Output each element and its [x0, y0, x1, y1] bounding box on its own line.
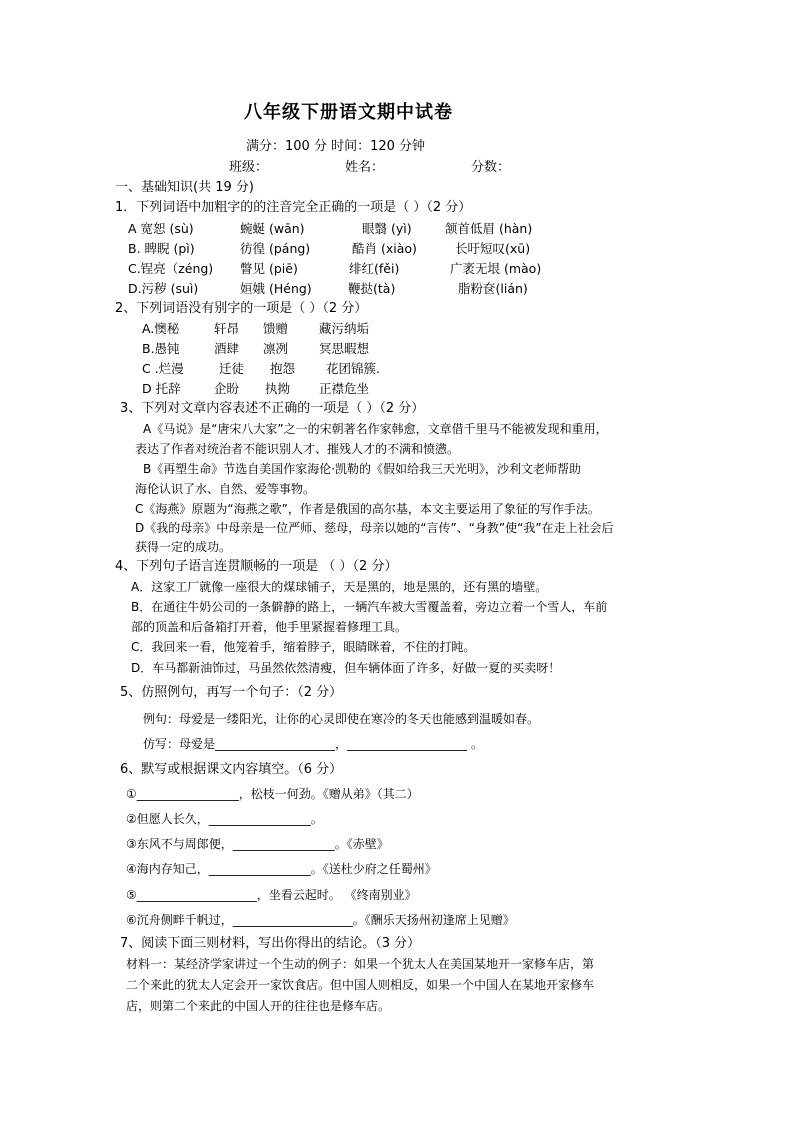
q7-stem: 7、阅读下面三则材料，写出你得出的结论。（3 分）	[120, 936, 421, 951]
q1-option-a3: 眼翳 (yì)	[362, 221, 412, 236]
q4-line: 部的顶盖和后备箱打开着，他手里紧握着修理工具。	[131, 620, 408, 634]
q1-option-c1: C.锃亮（zéng)	[128, 261, 214, 276]
q6-line: ⑥沉舟侧畔千帆过，____________________。《酬乐天扬州初逢席上见赠》	[126, 913, 515, 927]
q3-stem: 3、下列对文章内容表述不正确的一项是（ ）（2 分）	[120, 401, 425, 416]
q4-line: D．车马都新油饰过，马虽然依然清瘦，但车辆体面了许多，好做一夏的买卖呀！	[131, 661, 561, 675]
q2-option-b3: 凛冽	[263, 341, 289, 356]
q5-imitate: 仿写：母爱是____________________，____________________ 。	[143, 737, 483, 751]
q1-option-b2: 彷徨 (páng)	[240, 241, 311, 256]
q7-line: 店，则第二个来此的中国人开的往往也是修车店。	[126, 999, 391, 1013]
q6-line: ④海内存知己，_________________。《送杜少府之任蜀州》	[126, 862, 437, 876]
q1-option-d4: 脂粉奁(lián)	[458, 281, 528, 296]
q1-option-d1: D.污秽 (suì)	[128, 281, 199, 296]
score-label: 分数：	[471, 160, 511, 175]
q2-option-d2: 企盼	[214, 381, 240, 396]
q2-option-a2: 轩昂	[214, 321, 240, 336]
q2-option-d3: 执拗	[265, 381, 291, 396]
q1-stem: 1．下列词语中加粗字的的注音完全正确的一项是（ ）（2 分）	[115, 200, 472, 215]
q2-option-b2: 酒肆	[214, 341, 240, 356]
q3-line: 表达了作者对统治者不能识别人才、摧残人才的不满和愤懑。	[135, 442, 460, 456]
q3-line: D《我的母亲》中母亲是一位严师、慈母，母亲以她的“言传”、“身教”使“我”在走上社会后	[135, 521, 614, 535]
q5-stem: 5、仿照例句，再写一个句子：（2 分）	[120, 685, 343, 700]
q2-option-b1: B.愚钝	[142, 341, 180, 356]
q7-line: 二个来此的犹太人定会开一家饮食店。但中国人则相反，如果一个中国人在某地开家修车	[126, 978, 595, 992]
q2-stem: 2、下列词语没有别字的一项是（ ）（2 分）	[115, 301, 368, 316]
q2-option-c2: 迁徒	[219, 361, 245, 376]
q1-option-b4: 长吁短叹(xū)	[455, 241, 531, 256]
q6-line: ②但愿人长久，_________________。	[126, 812, 323, 826]
q7-line: 材料一：某经济学家讲过一个生动的例子：如果一个犹太人在美国某地开一家修车店，第	[126, 957, 595, 971]
q2-option-b4: 冥思暇想	[319, 341, 370, 356]
q1-option-c3: 绯红(fěi)	[349, 261, 400, 276]
q4-line: C．我回来一看，他笼着手，缩着脖子，眼睛眯着，不住的打盹。	[131, 640, 476, 654]
q1-option-a2: 蜿蜒 (wān)	[240, 221, 305, 236]
score-time-line: 满分：100 分 时间：120 分钟	[246, 139, 426, 154]
q3-line: 海伦认识了水、自然、爱等事物。	[135, 482, 316, 496]
q1-option-c2: 瞥见 (piē)	[240, 261, 298, 276]
q3-line: B《再塑生命》节选自美国作家海伦·凯勒的《假如给我三天光明》，沙利文老师帮助	[143, 462, 582, 476]
q6-line: ⑤____________________，坐看云起时。 《终南别业》	[126, 888, 417, 902]
q2-option-c1: C .烂漫	[142, 361, 184, 376]
name-label: 姓名：	[345, 160, 385, 175]
q1-option-c4: 广袤无垠 (mào)	[450, 261, 542, 276]
q2-option-c3: 抱怨	[270, 361, 296, 376]
q3-line: C《海燕》原题为“海燕之歌”，作者是俄国的高尔基，本文主要运用了象征的写作手法。	[135, 502, 600, 516]
q2-option-c4: 花团锦簇.	[326, 361, 380, 376]
q4-stem: 4、下列句子语言连贯顺畅的一项是 （ ）（2 分）	[115, 559, 398, 574]
q6-line: ①_________________，松枝一何劲。《赠从弟》（其二）	[126, 787, 419, 801]
q3-line: 获得一定的成功。	[135, 540, 232, 554]
q1-option-a4: 颔首低眉 (hàn)	[445, 221, 533, 236]
section-heading: 一、基础知识(共 19 分)	[115, 180, 254, 195]
q2-option-a4: 藏污纳垢	[319, 321, 370, 336]
q1-option-a1: A 宽恕 (sù)	[128, 221, 194, 236]
q2-option-d4: 正襟危坐	[319, 381, 370, 396]
q1-option-d2: 姮娥 (Héng)	[240, 281, 312, 296]
q1-option-d3: 鞭挞(tà)	[348, 281, 396, 296]
q1-option-b3: 酷肖 (xiào)	[352, 241, 417, 256]
q2-option-a1: A.懊秘	[142, 321, 180, 336]
q3-line: A《马说》是“唐宋八大家”之一的宋朝著名作家韩愈，文章借千里马不能被发现和重用，	[143, 422, 608, 436]
q2-option-d1: D 托辞	[142, 381, 181, 396]
q2-option-a3: 馈赠	[263, 321, 289, 336]
exam-title: 八年级下册语文期中试卷	[244, 102, 453, 123]
q6-stem: 6、默写或根据课文内容填空。（6 分）	[120, 762, 343, 777]
q1-option-b1: B. 睥睨 (pì)	[128, 241, 195, 256]
q5-example: 例句：母爱是一缕阳光，让你的心灵即使在寒冷的冬天也能感到温暖如春。	[143, 712, 540, 726]
q4-line: A．这家工厂就像一座很大的煤球铺子，天是黑的，地是黑的，还有黑的墙壁。	[131, 580, 548, 594]
q4-line: B．在通往牛奶公司的一条僻静的路上，一辆汽车被大雪覆盖着，旁边立着一个雪人，车前	[131, 600, 608, 614]
class-label: 班级：	[229, 160, 269, 175]
q6-line: ③东风不与周郎便，_________________。《赤壁》	[126, 837, 389, 851]
